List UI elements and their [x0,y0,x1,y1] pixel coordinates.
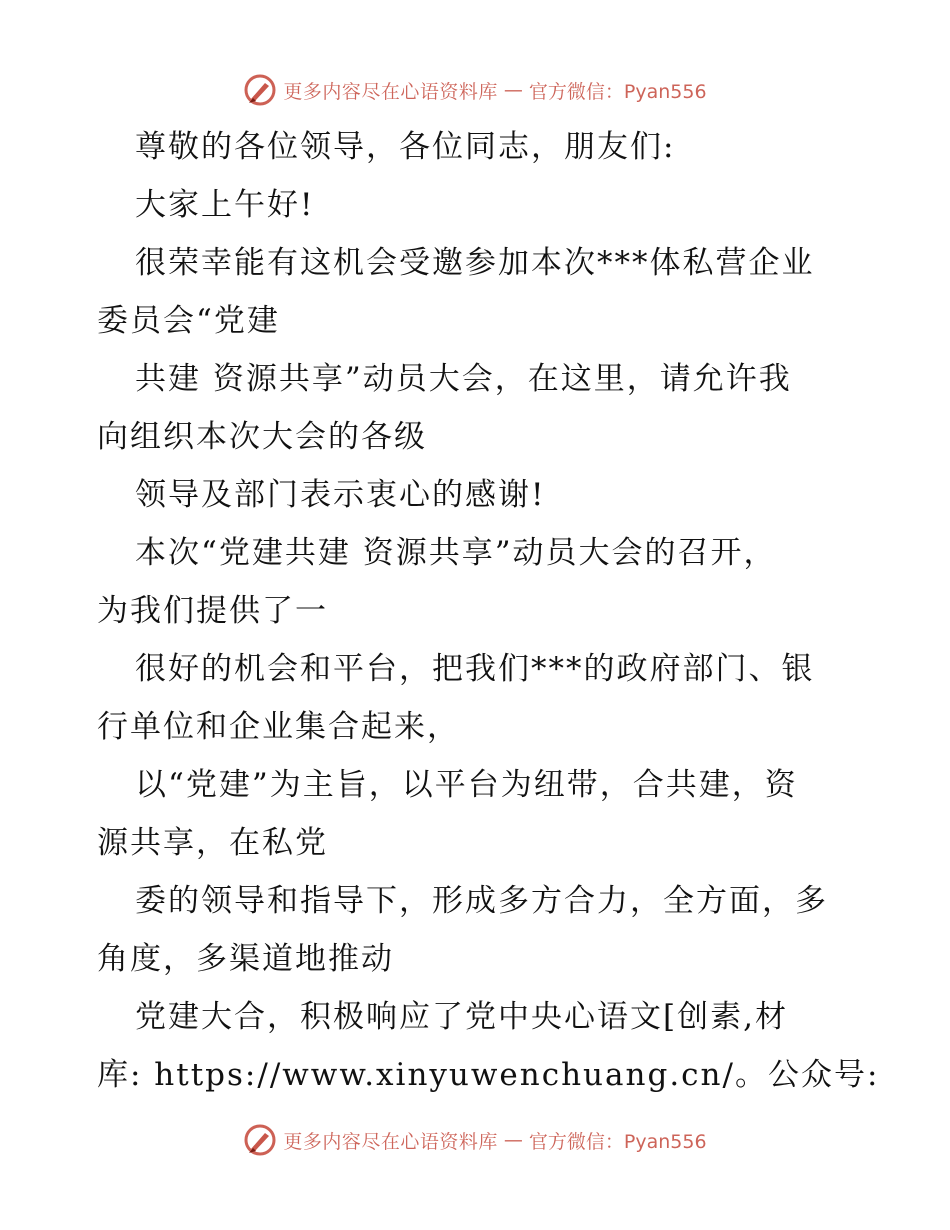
doc-line: 委的领导和指导下，形成多方合力，全方面，多 [135,883,828,919]
doc-line: 很荣幸能有这机会受邀参加本次***体私营企业 [135,245,815,281]
footer-watermark-banner [0,1120,950,1160]
doc-line: 向组织本次大会的各级 [97,419,427,455]
doc-line: 为我们提供了一 [97,593,328,629]
doc-line: 尊敬的各位领导，各位同志，朋友们: [135,129,676,165]
doc-line: 行单位和企业集合起来， [97,709,460,745]
doc-line: 大家上午好! [135,187,315,223]
doc-line: 以“党建”为主旨，以平台为纽带，合共建，资 [135,767,798,803]
doc-line: 本次“党建共建 资源共享”动员大会的召开， [135,535,777,571]
doc-line: 源共享，在私党 [97,825,328,861]
doc-line: 库: https://www.xinyuwenchuang.cn/。公众号: [97,1057,880,1093]
banner-wechat: 官方微信：Pyan556 [528,1130,707,1153]
banner-text: 更多内容尽在心语资料库 [283,80,498,103]
doc-line: 领导及部门表示衷心的感谢! [135,477,546,513]
banner-text: 更多内容尽在心语资料库 [283,1130,498,1153]
pen-circle-logo-icon [243,73,277,107]
header-watermark-banner [0,70,950,110]
document-body [97,118,880,1104]
doc-line: 共建 资源共享”动员大会，在这里，请允许我 [135,361,792,397]
pen-circle-logo-icon [243,1123,277,1157]
doc-line: 党建大合，积极响应了党中央心语文[创素,材 [135,999,788,1035]
banner-wechat: 官方微信：Pyan556 [528,80,707,103]
banner-separator: — [503,79,523,101]
doc-line: 角度，多渠道地推动 [97,941,394,977]
banner-separator: — [503,1129,523,1151]
doc-line: 很好的机会和平台，把我们***的政府部门、银 [135,651,815,687]
doc-line: 委员会“党建 [97,303,280,339]
